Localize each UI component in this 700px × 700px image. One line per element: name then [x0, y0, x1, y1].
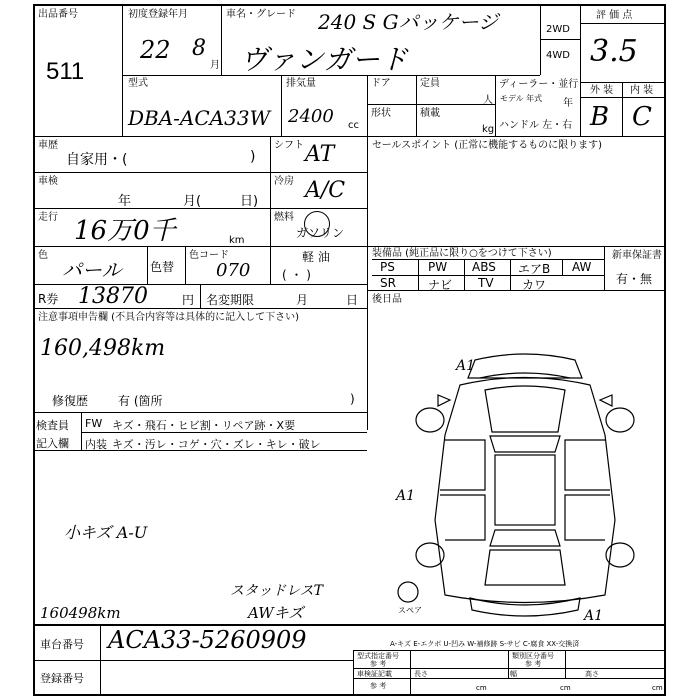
- windshield: [490, 436, 560, 452]
- notes-label: 注意事項申告欄 (不具合内容等は具体的に記入して下さい): [38, 312, 299, 323]
- type-spec-label: 型式指定番号: [357, 652, 399, 660]
- mileage-label: 走行: [38, 212, 58, 223]
- equip-sr: SR: [380, 276, 396, 290]
- load-label: 積載: [420, 108, 440, 119]
- inspection-day: 日): [240, 194, 259, 209]
- length-cm: cm: [476, 684, 487, 692]
- first-registration-year: 22: [140, 36, 171, 64]
- drive-4wd: 4WD: [546, 50, 570, 61]
- equip-tv: TV: [478, 276, 494, 290]
- name-change-deadline-label: 名変期限: [206, 293, 255, 307]
- color-value: パール: [62, 258, 122, 282]
- model-grade-label: 車名・グレード: [226, 9, 296, 20]
- yen-unit: 円: [182, 293, 195, 307]
- color-code-label: 色コード: [189, 250, 229, 261]
- damage-mark-rear: A1: [584, 608, 604, 624]
- equip-pw: PW: [428, 260, 448, 274]
- capacity-label: 定員: [420, 78, 440, 89]
- repair-history-label: 修復歴: [52, 394, 89, 408]
- tailgate: [485, 550, 565, 585]
- interior-label: 内 装: [630, 85, 654, 96]
- deadline-month: 月: [296, 293, 309, 307]
- shift-label: シフト: [274, 140, 304, 151]
- spare-tire-icon: [398, 582, 418, 602]
- first-registration-month: 8: [192, 36, 206, 61]
- color-change-label: 色替: [150, 260, 175, 274]
- front-bumper: [468, 354, 582, 378]
- km-unit: km: [229, 235, 245, 246]
- car-body-diagram: [390, 340, 660, 620]
- shift-value: AT: [305, 142, 335, 167]
- lot-number-label: 出品番号: [38, 9, 78, 20]
- exterior-label: 外 装: [590, 85, 614, 96]
- fw-items: キズ・飛石・ヒビ割・リペア跡・X要: [112, 419, 296, 432]
- score-value: 3.5: [590, 34, 638, 69]
- equip-airbag: エアB: [518, 262, 551, 276]
- equip-navi: ナビ: [428, 278, 453, 292]
- spare-label: スペア: [398, 606, 422, 615]
- recycle-label: R券: [38, 292, 59, 306]
- shape-label: 形状: [371, 108, 391, 119]
- grade-value: 240 S Gパッケージ: [318, 10, 499, 34]
- repair-history-close: ): [350, 392, 355, 406]
- inspection-month: 月(: [183, 194, 202, 209]
- fuel-label: 燃料: [274, 212, 294, 223]
- history-label: 車歴: [38, 140, 58, 151]
- damage-mark-front: A1: [456, 358, 476, 374]
- rear-seat-label: 後日品: [372, 294, 402, 305]
- wheel-front-left: [416, 408, 444, 432]
- class-number-label: 類別区分番号: [512, 652, 554, 660]
- damage-mark-side: A1: [396, 488, 416, 504]
- hood: [485, 386, 565, 432]
- deadline-day: 日: [346, 293, 359, 307]
- kg-unit: kg: [482, 124, 495, 135]
- equip-ps: PS: [380, 260, 395, 274]
- warranty-label: 新車保証書: [612, 250, 662, 261]
- width-cm: cm: [560, 684, 571, 692]
- lot-number: 511: [46, 58, 85, 85]
- persons-unit: 人: [483, 95, 493, 106]
- equip-abs: ABS: [472, 260, 496, 274]
- model-year-label: モデル 年式: [500, 94, 543, 103]
- ac-label: 冷房: [274, 176, 294, 187]
- history-value: 自家用・(: [66, 152, 128, 168]
- inspection-label: 車検: [38, 176, 58, 187]
- fuel-paren: ( ・ ): [282, 268, 311, 282]
- model-code: DBA-ACA33W: [128, 106, 271, 130]
- month-unit: 月: [210, 60, 220, 71]
- handwritten-note-3: AWキズ: [248, 604, 304, 622]
- exterior-grade: B: [590, 102, 610, 132]
- equipment-label: 装備品 (純正品に限り○をつけて下さい): [372, 248, 552, 259]
- history-close: ): [250, 149, 256, 165]
- notes-mileage: 160,498km: [40, 336, 166, 361]
- recycle-amount: 13870: [78, 284, 148, 309]
- color-code: 070: [216, 260, 251, 281]
- handle-label: ハンドル 左・右: [499, 120, 573, 131]
- interior-items: キズ・汚レ・コゲ・穴・ズレ・キレ・破レ: [112, 438, 321, 451]
- handwritten-note-4: 160498km: [40, 604, 121, 622]
- score-label: 評 価 点: [596, 10, 633, 21]
- warranty-value: 有・無: [616, 272, 653, 286]
- selling-points-label: セールスポイント (正常に機能するものに限ります): [372, 140, 603, 151]
- inspection-year: 年: [118, 194, 132, 209]
- registration-label: 登録番号: [40, 672, 84, 685]
- doors-label: ドア: [371, 78, 391, 89]
- wheel-front-right: [606, 408, 634, 432]
- width-label: 幅: [510, 670, 517, 678]
- length-label: 長さ: [414, 670, 428, 678]
- equip-aw: AW: [572, 260, 592, 274]
- car-name: ヴァンガード: [240, 43, 408, 76]
- inspector-label-1: 検査員: [36, 419, 69, 432]
- interior-row-label: 内装: [85, 438, 107, 451]
- model-code-label: 型式: [128, 78, 148, 89]
- mileage-value: 16万0千: [74, 216, 176, 246]
- rear-window: [490, 530, 560, 546]
- drive-2wd: 2WD: [546, 24, 570, 35]
- equip-leather: カワ: [522, 278, 547, 292]
- damage-legend: A-キズ E-エクボ U-凹み W-補修跡 S-サビ C-腐食 XX-交換済: [390, 640, 580, 648]
- year-unit: 年: [563, 98, 573, 109]
- chassis-number: ACA33-5260909: [108, 626, 307, 654]
- fuel-diesel: 軽 油: [302, 250, 330, 264]
- color-label: 色: [38, 250, 48, 261]
- fw-label: FW: [85, 417, 103, 430]
- cert-dimensions-ref: 参 考: [370, 682, 387, 690]
- first-registration-label: 初度登録年月: [128, 9, 188, 20]
- height-label: 高さ: [585, 670, 599, 678]
- handwritten-note-2: スタッドレスT: [230, 583, 323, 599]
- dealer-label: ディーラー・並行: [499, 79, 579, 90]
- ac-value: A/C: [305, 178, 346, 203]
- cert-dimensions-label: 車検証記載: [357, 670, 392, 678]
- displacement-value: 2400: [288, 106, 334, 127]
- type-spec-ref: 参 考: [370, 660, 387, 668]
- interior-grade: C: [632, 102, 652, 132]
- inspector-label-2: 記入欄: [36, 437, 69, 450]
- class-number-ref: 参 考: [525, 660, 542, 668]
- fuel-gasoline: ガソリン: [296, 226, 345, 240]
- roof: [495, 455, 555, 525]
- repair-history-value: 有 (箇所: [118, 394, 163, 408]
- handwritten-note-1: 小キズ A-U: [64, 523, 148, 542]
- chassis-label: 車台番号: [40, 638, 84, 651]
- gasoline-circle: [304, 211, 330, 237]
- height-cm: cm: [652, 684, 663, 692]
- displacement-label: 排気量: [286, 78, 316, 89]
- cc-unit: cc: [348, 120, 359, 131]
